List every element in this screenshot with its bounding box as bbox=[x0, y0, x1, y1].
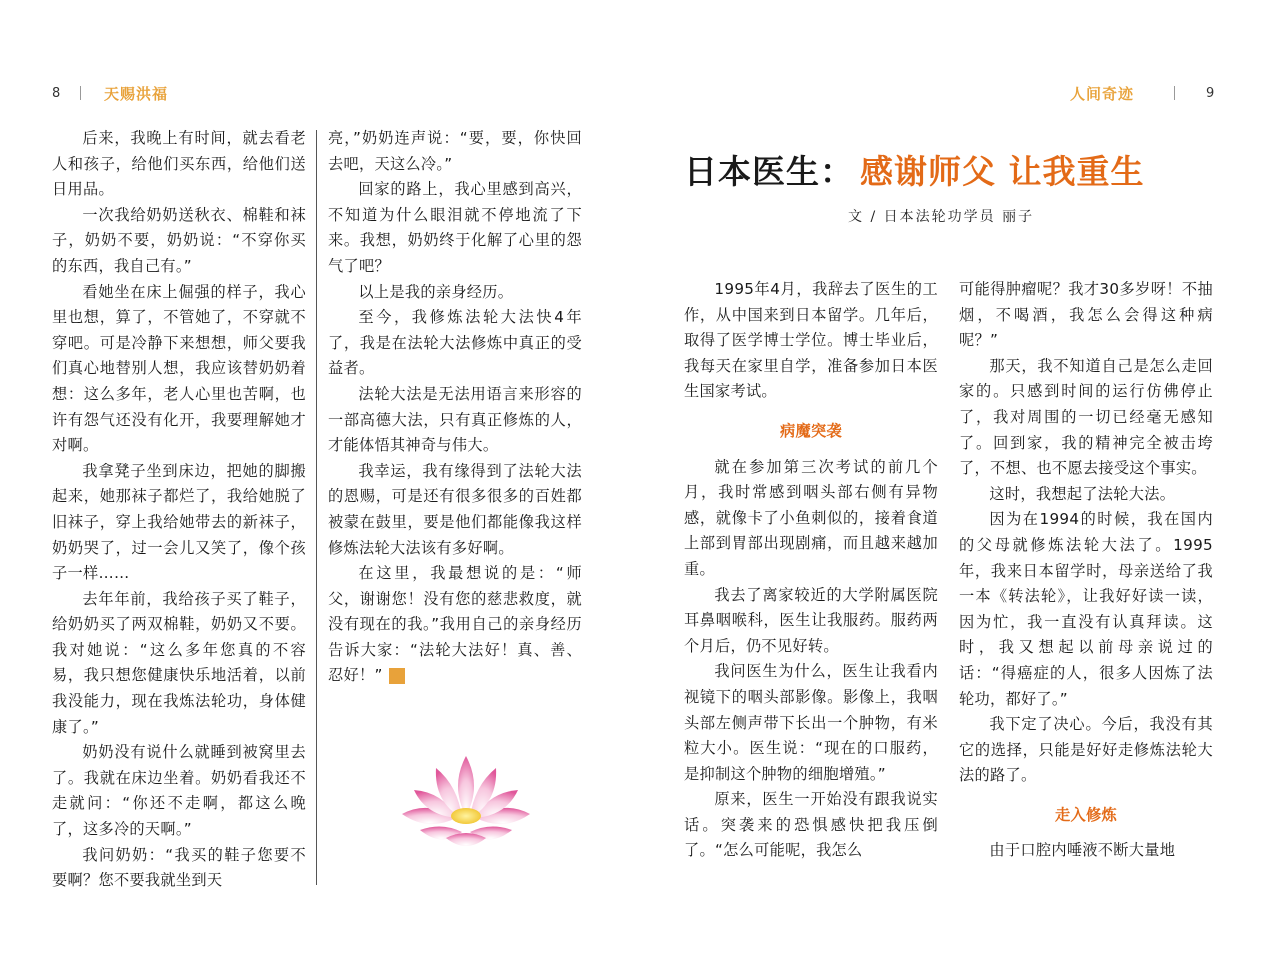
paragraph: 亮，”奶奶连声说：“要，要，你快回去吧，天这么冷。” bbox=[328, 129, 582, 173]
left-column-1 bbox=[52, 126, 306, 894]
section-title: 天赐洪福 bbox=[104, 85, 169, 103]
headline-main: 感谢师父 让我重生 bbox=[860, 152, 1145, 191]
paragraph: 至今，我修炼法轮大法快4年了，我是在法轮大法修炼中真正的受益者。 bbox=[328, 308, 582, 378]
paragraph: 我幸运，我有缘得到了法轮大法的恩赐，可是还有很多很多的百姓都被蒙在鼓里，要是他们都能像我这样修炼法轮大法该有多好啊。 bbox=[328, 461, 582, 557]
right-column-2 bbox=[959, 277, 1213, 864]
page-number: 9 bbox=[1206, 86, 1215, 101]
closing-paragraph bbox=[328, 561, 582, 689]
lotus-flower-image bbox=[398, 752, 534, 856]
subheading: 病魔突袭 bbox=[780, 421, 842, 440]
paragraph: 我去了离家较近的大学附属医院耳鼻咽喉科，医生让我服药。服药两个月后，仍不见好转。 bbox=[684, 585, 938, 655]
section-title: 人间奇迹 bbox=[1070, 85, 1135, 103]
paragraph: 一次我给奶奶送秋衣、棉鞋和袜子，奶奶不要，奶奶说：“不穿你买的东西，我自己有。” bbox=[52, 205, 306, 275]
paragraph: 1995年4月，我辞去了医生的工作，从中国来到日本留学。几年后，取得了医学博士学位。博士毕业后，我每天在家里自学，准备参加日本医生国家考试。 bbox=[684, 280, 938, 401]
paragraph: 看她坐在床上倔强的样子，我心里也想，算了，不管她了，不穿就不穿吧。可是冷静下来想想，师父要我们真心地替别人想，我应该替奶奶着想：这么多年，老人心里也苦啊，也许有怨气还没有化开，我要理解她才对啊。 bbox=[52, 282, 306, 455]
subheading: 走入修炼 bbox=[1055, 805, 1117, 824]
paragraph: 那天，我不知道自己是怎么走回家的。只感到时间的运行仿佛停止了，我对周围的一切已经毫无感知了。回到家，我的精神完全被击垮了，不想、也不愿去接受这个事实。 bbox=[959, 356, 1213, 478]
paragraph: 回家的路上，我心里感到高兴，不知道为什么眼泪就不停地流了下来。我想，奶奶终于化解了心里的怨气了吧？ bbox=[328, 180, 582, 275]
paragraph: 我问医生为什么，医生让我看内视镜下的咽头部影像。影像上，我咽头部左侧声带下长出一个肿物，有米粒大小。医生说：“现在的口服药，是抑制这个肿物的细胞增殖。” bbox=[684, 662, 938, 783]
end-mark-seal: 福 bbox=[389, 668, 405, 684]
left-page bbox=[0, 0, 632, 978]
closing-text: 在这里，我最想说的是：“师父，谢谢您！没有您的慈悲救度，就没有现在的我。”我用自己的亲身经历告诉大家：“法轮大法好！真、善、忍好！” bbox=[328, 564, 582, 685]
paragraph: 后来，我晚上有时间，就去看老人和孩子，给他们买东西，给他们送日用品。 bbox=[52, 129, 306, 199]
paragraph: 这时，我想起了法轮大法。 bbox=[989, 484, 1176, 503]
right-page bbox=[632, 0, 1265, 978]
byline: 文 / 日本法轮功学员 丽子 bbox=[848, 209, 1035, 225]
paragraph: 可能得肿瘤呢？我才30多岁呀！不抽烟，不喝酒，我怎么会得这种病呢？” bbox=[959, 280, 1213, 350]
paragraph: 由于口腔内唾液不断大量地 bbox=[989, 841, 1176, 860]
headline-lead: 日本医生： bbox=[684, 152, 854, 191]
right-column-1 bbox=[684, 277, 938, 864]
paragraph: 原来，医生一开始没有跟我说实话。突袭来的恐惧感快把我压倒了。“怎么可能呢，我怎么 bbox=[684, 790, 938, 860]
paragraph: 就在参加第三次考试的前几个月，我时常感到咽头部右侧有异物感，就像卡了小鱼刺似的，接着食道上部到胃部出现剧痛，而且越来越加重。 bbox=[684, 457, 938, 578]
paragraph: 我下定了决心。今后，我没有其它的选择，只能是好好走修炼法轮大法的路了。 bbox=[959, 715, 1213, 785]
paragraph: 去年年前，我给孩子买了鞋子，给奶奶买了两双棉鞋，奶奶又不要。我对她说：“这么多年您真的不容易，我只想您健康快乐地活着，以前我没能力，现在我炼法轮功，身体健康了。” bbox=[52, 589, 306, 736]
paragraph: 因为在1994的时候，我在国内的父母就修炼法轮大法了。1995年，我来日本留学时，母亲送给了我一本《转法轮》，让我好好读一读，因为忙，我一直没有认真拜读。这时，我又想起以前母亲说过的话：“得癌症的人，很多人因炼了法轮功，都好了。” bbox=[959, 510, 1213, 708]
page-number: 8 bbox=[52, 86, 61, 101]
column-divider bbox=[316, 130, 317, 885]
paragraph: 奶奶没有说什么就睡到被窝里去了。我就在床边坐着。奶奶看我还不走就问：“你还不走啊，都这么晚了，这多冷的天啊。” bbox=[52, 743, 306, 839]
paragraph: 法轮大法是无法用语言来形容的一部高德大法，只有真正修炼的人，才能体悟其神奇与伟大。 bbox=[328, 384, 582, 455]
folio-divider bbox=[80, 86, 81, 100]
left-column-2 bbox=[328, 126, 582, 689]
article-headline bbox=[684, 146, 1145, 193]
paragraph: 以上是我的亲身经历。 bbox=[358, 282, 514, 301]
folio-divider bbox=[1174, 86, 1175, 100]
paragraph: 我拿凳子坐到床边，把她的脚搬起来，她那袜子都烂了，我给她脱了旧袜子，穿上我给她带去的新袜子，奶奶哭了，过一会儿又笑了，像个孩子一样…… bbox=[52, 461, 306, 583]
paragraph: 我问奶奶：“我买的鞋子您要不要啊？您不要我就坐到天 bbox=[52, 845, 306, 890]
